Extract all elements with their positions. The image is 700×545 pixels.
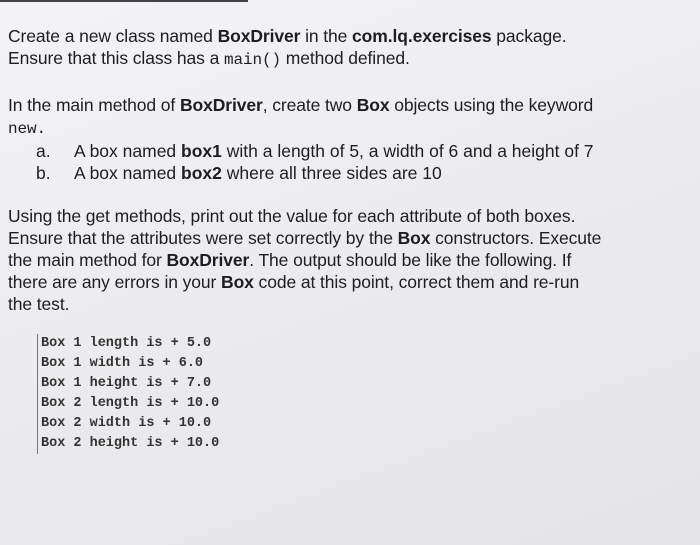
output-line: Box 1 width is + 6.0: [41, 356, 204, 371]
text: constructors. Execute: [430, 228, 602, 248]
output-line: Box 2 height is + 10.0: [41, 436, 220, 451]
class-name: Box: [397, 228, 431, 248]
paragraph-line: [8, 227, 688, 249]
text: package.: [491, 26, 567, 46]
list-item: [36, 140, 594, 162]
text: where all three sides are 10: [221, 163, 442, 183]
output-line: Box 1 height is + 7.0: [41, 376, 212, 391]
text: A box named: [74, 163, 182, 183]
paragraph-line: [8, 249, 688, 271]
class-name: Box: [221, 272, 254, 292]
paragraph-line: [8, 25, 567, 47]
text: . The output should be like the following. If: [249, 250, 572, 270]
text: , create two: [262, 95, 357, 115]
box-list: [36, 140, 594, 184]
box-name: box2: [181, 163, 222, 183]
box-name: box1: [181, 141, 222, 161]
paragraph-line: [8, 47, 567, 71]
text: the main method for: [8, 250, 167, 270]
text: method defined.: [280, 48, 410, 68]
paragraph-create-class: [8, 25, 567, 71]
list-item: [36, 162, 594, 184]
code-keyword-new: new.: [8, 120, 47, 138]
class-name: BoxDriver: [166, 250, 250, 270]
paragraph-line: [8, 116, 593, 140]
text: Ensure that the attributes were set correctly by the: [8, 228, 398, 248]
text: code at this point, correct them and re-run: [253, 272, 580, 292]
paragraph-line: [8, 271, 688, 293]
paragraph-get-methods: [8, 205, 688, 315]
console-output: [37, 334, 219, 454]
code-main: main(): [223, 51, 281, 69]
text: Ensure that this class has a: [8, 48, 224, 68]
paragraph-line: the test.: [8, 294, 70, 314]
list-marker: b.: [36, 163, 51, 183]
output-line: Box 1 length is + 5.0: [41, 336, 212, 351]
output-line: Box 2 length is + 10.0: [41, 396, 220, 411]
class-name: BoxDriver: [217, 26, 301, 46]
list-marker: a.: [36, 141, 51, 161]
text: In the main method of: [8, 95, 180, 115]
paragraph-line: [8, 94, 593, 116]
text: objects using the keyword: [389, 95, 594, 115]
top-divider: [0, 0, 248, 2]
output-line: Box 2 width is + 10.0: [41, 416, 212, 431]
package-name: com.lq.exercises: [352, 26, 492, 46]
text: A box named: [74, 141, 182, 161]
class-name: Box: [356, 95, 390, 115]
list-item-text: [74, 140, 594, 162]
text: Create a new class named: [8, 26, 218, 46]
list-item-text: [74, 162, 442, 184]
class-name: BoxDriver: [179, 95, 263, 115]
text: in the: [300, 26, 353, 46]
text: with a length of 5, a width of 6 and a height of 7: [221, 141, 594, 161]
text: there are any errors in your: [8, 272, 222, 292]
paragraph-line: Using the get methods, print out the value for each attribute of both boxes.: [8, 206, 576, 226]
paragraph-main-method: [8, 94, 593, 140]
